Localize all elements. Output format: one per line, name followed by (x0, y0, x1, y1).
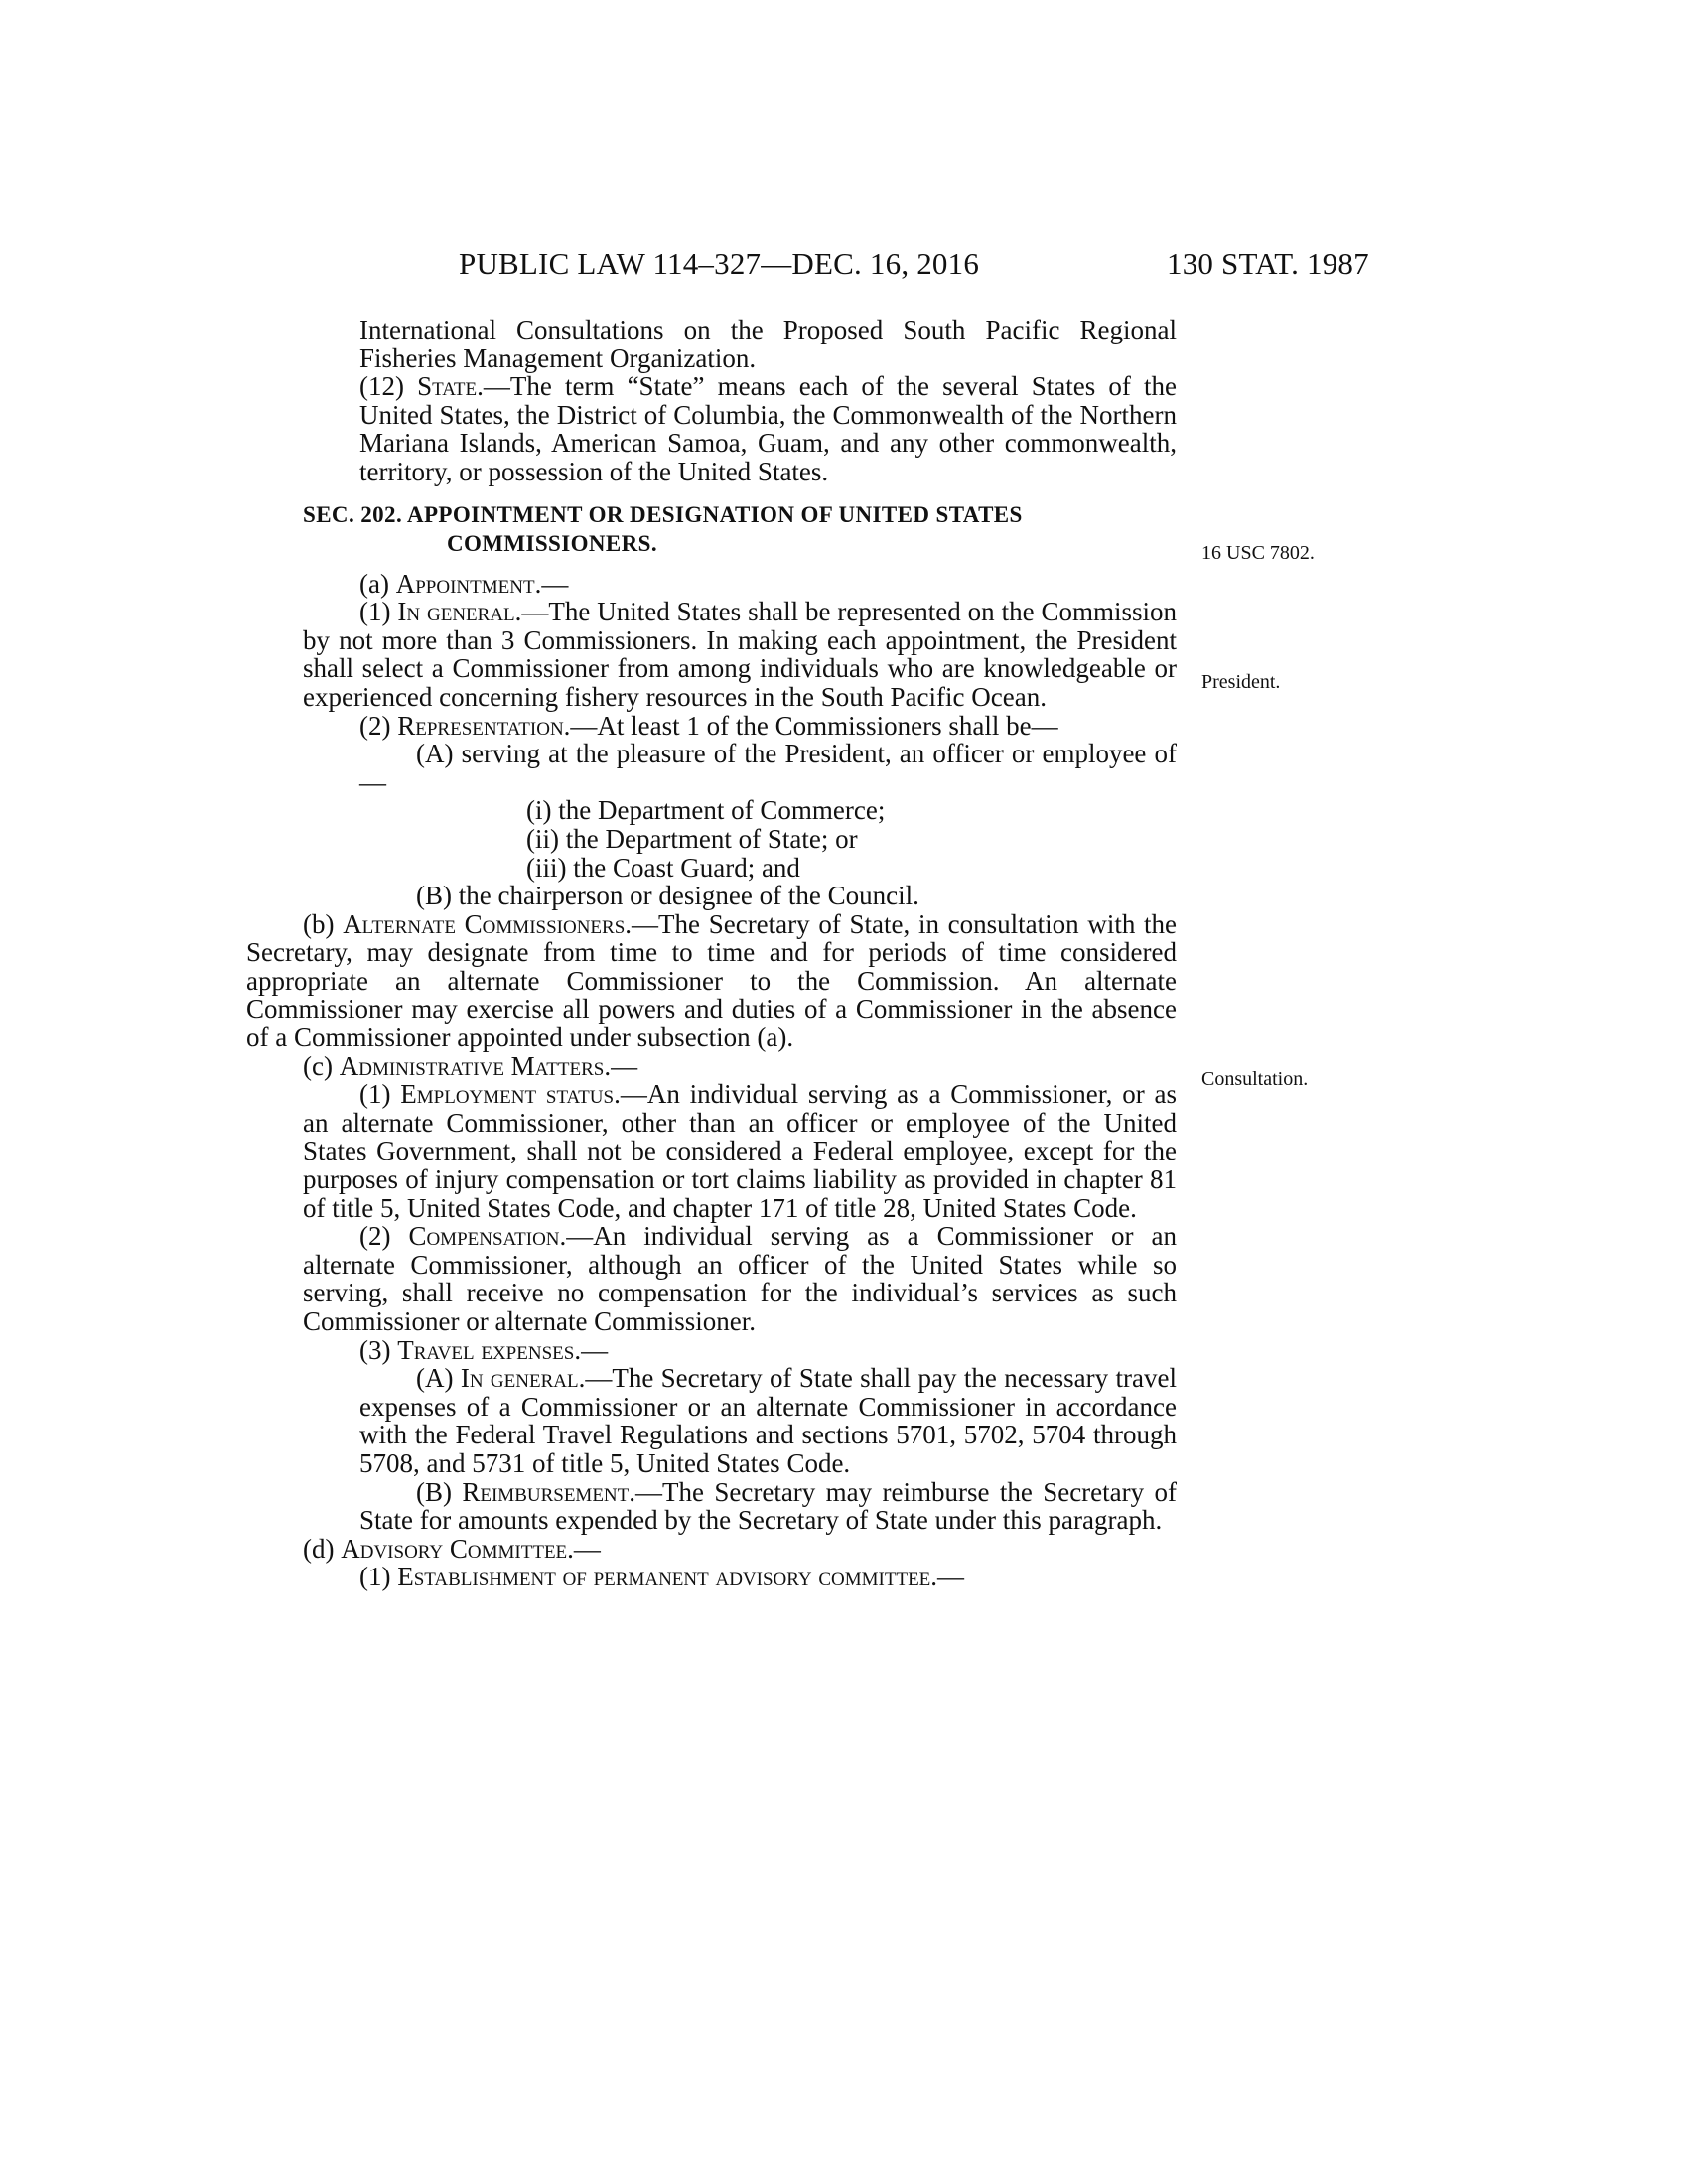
subsection-a: (a) Appointment.— (359, 568, 569, 599)
subparagraph-B: (B) the chairperson or designee of the Council. (416, 881, 919, 911)
clause-ii: (ii) the Department of State; or (526, 823, 858, 854)
page-number: 130 STAT. 1987 (1167, 246, 1369, 281)
subparagraph-c3A: (A) In general.—The Secretary of State shall pay the necessary travel expenses of a Commissioner or an alternate Commissioner in accordance with the Federal Travel Regulations and sections 5701, 5702, 5704 through 5708, and 5731 of title 5, United States Code. (359, 1363, 1177, 1478)
running-header-left: PUBLIC LAW 114–327—DEC. 16, 2016 (459, 246, 980, 281)
document-body (246, 315, 1178, 1592)
continued-paragraph: International Consultations on the Proposed South Pacific Regional Fisheries Management Organization. (359, 315, 1177, 373)
paragraph-d1: (1) Establishment of permanent advisory committee.— (359, 1562, 965, 1592)
paragraph-c1: (1) Employment status.—An individual serving as a Commissioner, or as an alternate Commissioner, other than an officer or employee of the United States Government, shall not be considered a Federal employee, except for the purposes of injury compensation or tort claims liability as provided in chapter 81 of title 5, United States Code, and chapter 171 of title 28, United States Code. (303, 1079, 1177, 1223)
subsection-d: (d) Advisory Committee.— (303, 1533, 601, 1564)
subparagraph-c3B: (B) Reimbursement.—The Secretary may reimburse the Secretary of State for amounts expended by the Secretary of State under this paragraph. (359, 1476, 1177, 1536)
paragraph-c2: (2) Compensation.—An individual serving as a Commissioner or an alternate Commissioner, although an officer of the United States while so serving, shall receive no compensation for the individual’s services as such Commissioner or alternate Commissioner. (303, 1221, 1177, 1336)
paragraph-a1: (1) In general.—The United States shall be represented on the Commission by not more than 3 Commissioners. In making each appointment, the President shall select a Commissioner from among individuals who are knowledgeable or experienced concerning fishery resources in the South Pacific Ocean. (303, 597, 1177, 712)
paragraph-a2: (2) Representation.—At least 1 of the Commissioners shall be— (359, 710, 1058, 741)
subsection-c: (c) Administrative Matters.— (303, 1050, 638, 1081)
clause-iii: (iii) the Coast Guard; and (526, 852, 800, 883)
clause-i: (i) the Department of Commerce; (526, 795, 886, 826)
subparagraph-A: (A) serving at the pleasure of the President, an officer or employee of— (359, 739, 1177, 797)
margin-note-citation: 16 USC 7802. (1201, 542, 1315, 564)
paragraph-c3: (3) Travel expenses.— (359, 1334, 609, 1365)
margin-note-consultation: Consultation. (1201, 1068, 1309, 1090)
subsection-b: (b) Alternate Commissioners.—The Secretary of State, in consultation with the Secretary, may designate from time to time and for periods of time considered appropriate an alternate Commissioner to the Commission. An alternate Commissioner may exercise all powers and duties of a Commissioner in the absence of a Commissioner appointed under subsection (a). (246, 908, 1178, 1053)
margin-note-president: President. (1201, 671, 1281, 693)
section-heading: SEC. 202. APPOINTMENT OR DESIGNATION OF UNITED STATES COMMISSIONERS. (303, 501, 1023, 556)
paragraph-12: (12) State.—The term “State” means each of the several States of the United States, the District of Columbia, the Commonwealth of the Northern Mariana Islands, American Samoa, Guam, and any other commonwealth, territory, or possession of the United States. (359, 371, 1177, 486)
